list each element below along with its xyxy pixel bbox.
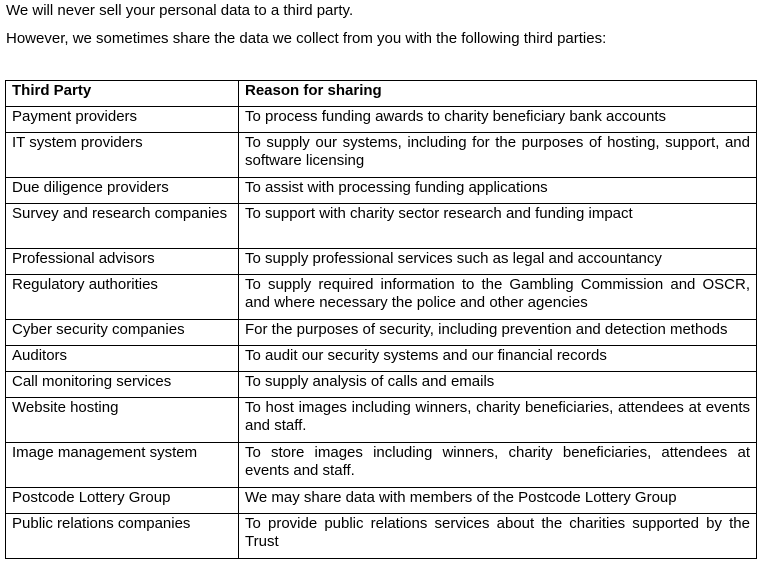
header-reason-for-sharing: Reason for sharing (239, 81, 757, 107)
table-row (6, 346, 757, 372)
third-party-cell: Professional advisors (6, 249, 239, 275)
table-header-row (6, 81, 757, 107)
table-row (6, 320, 757, 346)
table-row (6, 249, 757, 275)
third-party-cell: Image management system (6, 443, 239, 488)
reason-cell: To process funding awards to charity beneficiary bank accounts (239, 107, 757, 133)
reason-cell: To supply our systems, including for the purposes of hosting, support, and software licensing (239, 133, 757, 178)
third-party-cell: Call monitoring services (6, 372, 239, 398)
reason-cell: For the purposes of security, including prevention and detection methods (239, 320, 757, 346)
table-row (6, 443, 757, 488)
table-row (6, 204, 757, 249)
reason-cell: To provide public relations services about the charities supported by the Trust (239, 514, 757, 559)
reason-cell: To supply analysis of calls and emails (239, 372, 757, 398)
table-row (6, 398, 757, 443)
third-party-table (5, 80, 757, 559)
third-party-cell: Survey and research companies (6, 204, 239, 249)
third-party-cell: Cyber security companies (6, 320, 239, 346)
header-third-party: Third Party (6, 81, 239, 107)
third-party-cell: Website hosting (6, 398, 239, 443)
reason-cell: To supply required information to the Gambling Commission and OSCR, and where necessary the police and other agencies (239, 275, 757, 320)
reason-cell: To host images including winners, charity beneficiaries, attendees at events and staff. (239, 398, 757, 443)
table-row (6, 372, 757, 398)
reason-cell: To assist with processing funding applications (239, 178, 757, 204)
third-party-cell: Payment providers (6, 107, 239, 133)
reason-cell: We may share data with members of the Postcode Lottery Group (239, 488, 757, 514)
third-party-cell: Due diligence providers (6, 178, 239, 204)
reason-cell: To support with charity sector research and funding impact (239, 204, 757, 249)
reason-cell: To audit our security systems and our financial records (239, 346, 757, 372)
table-row (6, 133, 757, 178)
third-party-cell: Auditors (6, 346, 239, 372)
table-row (6, 514, 757, 559)
reason-cell: To store images including winners, charity beneficiaries, attendees at events and staff. (239, 443, 757, 488)
table-row (6, 178, 757, 204)
third-party-cell: Regulatory authorities (6, 275, 239, 320)
intro-sentence-1: We will never sell your personal data to a third party. (6, 2, 354, 19)
reason-cell: To supply professional services such as legal and accountancy (239, 249, 757, 275)
table-row (6, 275, 757, 320)
third-party-cell: Public relations companies (6, 514, 239, 559)
third-party-cell: IT system providers (6, 133, 239, 178)
table-row (6, 488, 757, 514)
intro-sentence-2: However, we sometimes share the data we collect from you with the following third parties: (6, 30, 607, 47)
table-row (6, 107, 757, 133)
third-party-cell: Postcode Lottery Group (6, 488, 239, 514)
